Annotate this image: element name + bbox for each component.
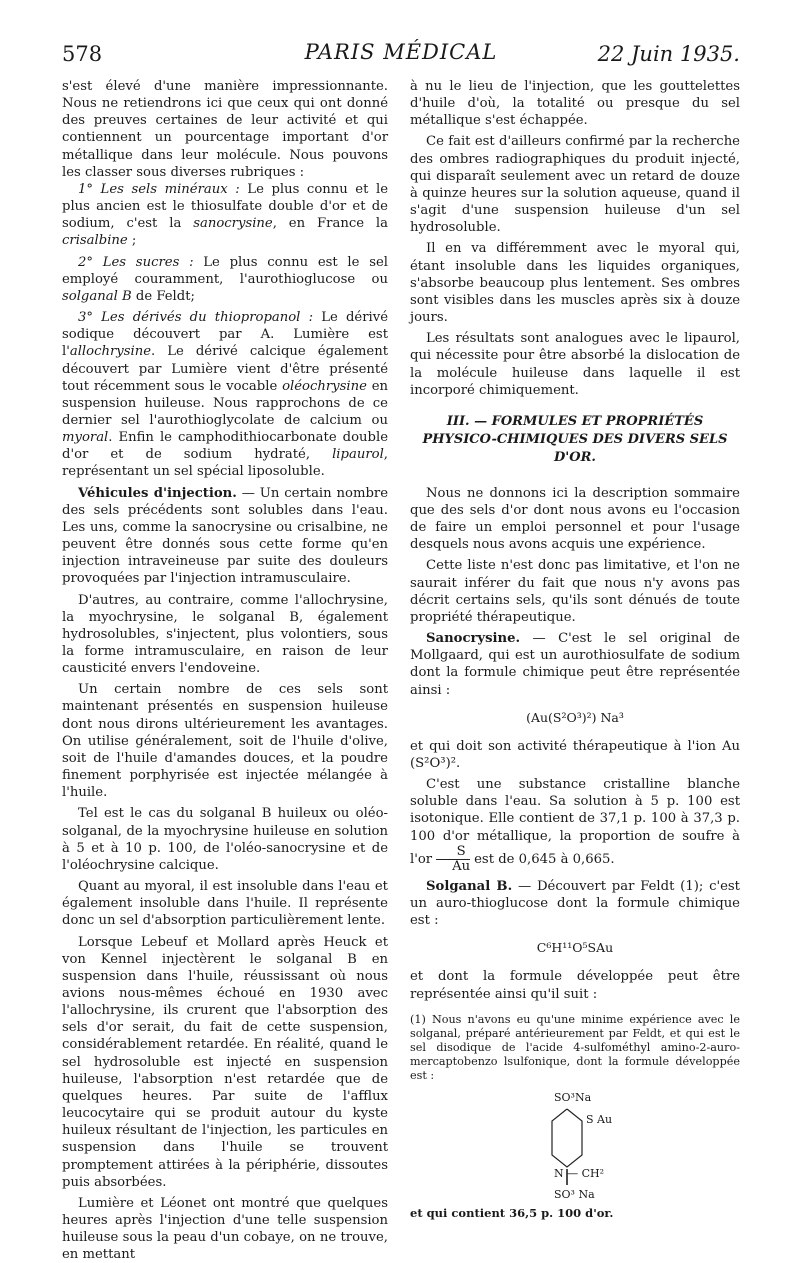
journal-title: PARIS MÉDICAL [304, 40, 498, 64]
paragraph: Quant au myoral, il est insoluble dans l'eau et également insoluble dans l'huile. Il représente donc un sel d'absorption particulièrement lente. [62, 879, 388, 929]
paragraph: Un certain nombre de ces sels sont maintenant présentés en suspension huileuse dont nous dirons ultérieurement les avantages. On utilise généralement, soit de l'huile d'olive, soit de l'huile d'amandes douces, et la poudre finement porphyrisée est injectée mélangée à l'huile. [62, 682, 388, 801]
paragraph: s'est élevé d'une manière impressionnante. Nous ne retiendrons ici que ceux qui ont donné des preuves certaines de leur activité et qui contiennent un pourcentage important d'or métallique dans leur molécule. Nous pouvons les classer sous diverses rubriques : [62, 79, 388, 180]
paragraph: Il en va différemment avec le myoral qui, étant insoluble dans les liquides organiques, s'absorbe beaucoup plus lentement. Ses ombres sont visibles dans les muscles après six à douze jours. [410, 241, 740, 326]
benzene-ring-drawing [522, 1089, 662, 1201]
struct-label-amine: N — CH² [554, 1166, 605, 1180]
paragraph: à nu le lieu de l'injection, que les gouttelettes d'huile d'où, la totalité ou presque du sel métallique s'est échappée. [410, 79, 740, 129]
paragraph: 2° Les sucres : Le plus connu est le sel employé couramment, l'aurothioglucose ou solganal B de Feldt; [62, 254, 388, 304]
paragraph: Ce fait est d'ailleurs confirmé par la recherche des ombres radiographiques du produit injecté, qui disparaît seulement avec un retard de douze à quinze heures sur la solution aqueuse, quand il s'agit d'une suspension huileuse d'un sel hydrosoluble. [410, 134, 740, 236]
paragraph: 1° Les sels minéraux : Le plus connu et le plus ancien est le thiosulfate double d'or et de sodium, c'est la sanocrysine, en France la crisalbine ; [62, 181, 389, 249]
struct-label-top: SO³Na [554, 1090, 592, 1104]
paragraph: Cette liste n'est donc pas limitative, et l'on ne saurait inférer du fait que nous n'y avons pas décrit certains sels, qu'ils sont dénués de toute propriété thérapeutique. [410, 558, 740, 625]
chemical-formula: C⁶H¹¹O⁵SAu [536, 940, 614, 956]
paragraph: Les résultats sont analogues avec le lipaurol, qui nécessite pour être absorbé la dislocation de la molécule huileuse dans laquelle il est incorporé chimiquement. [410, 331, 740, 398]
chemical-formula: (Au(S²O³)²) Na³ [526, 709, 624, 725]
footnote-end: et qui contient 36,5 p. 100 d'or. [410, 1205, 614, 1220]
paragraph: C'est une substance cristalline blanche soluble dans l'eau. Sa solution à 5 p. 100 est isotonique. Elle contient de 37,1 p. 100 à 37,3 p. 100 d'or métallique, la proportion de soufre à l'or $\frac{S}{Au}$ est de 0,645 à 0,665. [410, 777, 740, 874]
section-heading: III. — FORMULES ET PROPRIÉTÉS PHYSICO-CHIMIQUES DES DIVERS SELS D'OR. [422, 413, 728, 465]
struct-label-bottom: SO³ Na [554, 1187, 595, 1201]
footnote: (1) Nous n'avons eu qu'une minime expérience avec le solganal, préparé antérieurement par Feldt, et qui est le sel disodique de l'acide 4-sulfométhyl amino-2-auro-mercaptobenzo lsulfonique, dont la formule développée est : [410, 1012, 740, 1082]
paragraph: Véhicules d'injection. — Un certain nombre des sels précédents sont solubles dans l'eau. Les uns, comme la sanocrysine ou crisalbine, ne peuvent être donnés sous cette forme qu'en injection intraveineuse par suite des douleurs provoquées par l'injection intramusculaire. [62, 485, 389, 587]
left-column [62, 78, 388, 1263]
paragraph: Lorsque Lebeuf et Mollard après Heuck et von Kennel injectèrent le solganal B en suspension dans l'huile, réussissant où nous avions nous-mêmes échoué en 1930 avec l'allochrysine, ils crurent que l'absorption des sels d'or serait, du fait de cette suspension, considérablement retardée. En réalité, quand le sel hydrosoluble est injecté en suspension huileuse, l'absorption n'est retardée que de quelques heures. Par suite de l'afflux leucocytaire qui se produit autour du kyste huileux résultant de l'injection, les particules en suspension dans l'huile se trouvent promptement attirées à la périphérie, dissoutes puis absorbées. [62, 934, 388, 1190]
right-column [410, 78, 740, 1222]
subheading: Sanocrysine. [426, 631, 521, 647]
fraction: $\frac{S}{Au}$ [436, 845, 470, 874]
paragraph: Sanocrysine. — C'est le sel original de Mollgaard, qui est un aurothiosulfate de sodium dont la formule chimique peut être représentée ainsi : [410, 631, 740, 698]
paragraph: Tel est le cas du solganal B huileux ou oléo-solganal, de la myochrysine huileuse en solution à 5 et à 10 p. 100, de l'oléo-sanocrysine et de l'oléochrysine calcique. [62, 806, 388, 873]
subheading: Solganal B. [426, 878, 513, 894]
struct-label-right: S Au [586, 1112, 613, 1126]
paragraph: 3° Les dérivés du thiopropanol : Le dérivé sodique découvert par A. Lumière est l'allochrysine. Le dérivé calcique également découvert par Lumière vient d'être présenté tout récemment sous le vocable oléochrysine en suspension huileuse. Nous rapprochons de ce dernier sel l'aurothioglycolate de calcium ou myoral. Enfin le camphodithiocarbonate double d'or et de sodium hydraté, lipaurol, représentant un sel spécial liposoluble. [62, 310, 388, 480]
page-header [62, 38, 740, 70]
paragraph: et dont la formule développée peut être représentée ainsi qu'il suit : [410, 969, 740, 1002]
paragraph: Solganal B. — Découvert par Feldt (1); c'est un auro-thioglucose dont la formule chimique est : [410, 878, 740, 929]
paragraph: Nous ne donnons ici la description sommaire que des sels d'or dont nous avons eu l'occasion de faire un emploi personnel et pour l'usage desquels nous avons acquis une expérience. [410, 485, 740, 553]
issue-date: 22 Juin 1935. [597, 42, 740, 66]
page-number: 578 [62, 42, 103, 66]
subheading: Véhicules d'injection. [78, 485, 237, 501]
structural-formula [522, 1089, 662, 1201]
paragraph: Lumière et Léonet ont montré que quelques heures après l'injection d'une telle suspension huileuse sous la peau d'un cobaye, on ne trouve, en mettant [62, 1195, 388, 1263]
paragraph: et qui doit son activité thérapeutique à l'ion Au (S²O³)². [410, 738, 740, 771]
paragraph: D'autres, au contraire, comme l'allochrysine, la myochrysine, le solganal B, également hydrosolubles, s'injectent, plus volontiers, sous la forme intramusculaire, en raison de leur causticité envers l'endoveine. [62, 592, 388, 677]
